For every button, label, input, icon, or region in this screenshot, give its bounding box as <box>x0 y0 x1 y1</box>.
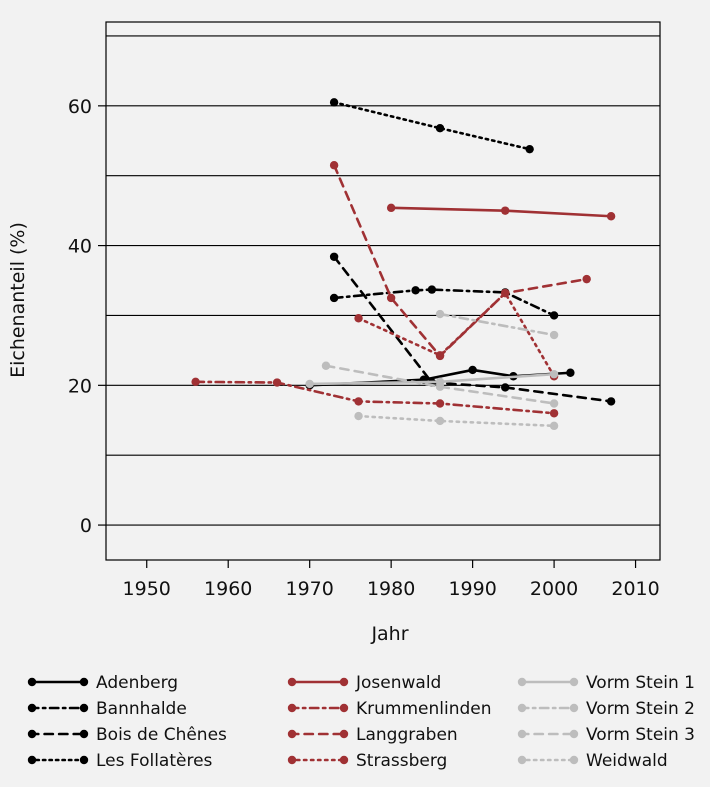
data-point <box>436 417 444 425</box>
y-tick-label: 60 <box>67 95 92 118</box>
legend-marker <box>80 678 88 686</box>
legend-label: Les Follatères <box>96 751 213 771</box>
data-point <box>436 124 444 132</box>
data-point <box>411 286 419 294</box>
legend-marker <box>28 730 36 738</box>
legend-marker <box>28 756 36 764</box>
y-axis-title: Eichenanteil (%) <box>7 222 29 378</box>
data-point <box>566 369 574 377</box>
legend-marker <box>288 678 296 686</box>
legend-marker <box>570 704 578 712</box>
legend-label: Langgraben <box>356 725 458 745</box>
legend-marker <box>340 756 348 764</box>
legend-marker <box>518 704 526 712</box>
legend-label: Krummenlinden <box>356 699 492 719</box>
data-point <box>322 362 330 370</box>
legend-label: Bois de Chênes <box>96 725 227 745</box>
legend-label: Weidwald <box>586 751 668 771</box>
data-point <box>428 285 436 293</box>
legend-marker <box>80 730 88 738</box>
legend-marker <box>288 730 296 738</box>
data-point <box>330 253 338 261</box>
data-point <box>550 422 558 430</box>
legend-marker <box>518 730 526 738</box>
data-point <box>387 204 395 212</box>
legend-label: Vorm Stein 1 <box>586 673 695 693</box>
data-point <box>330 98 338 106</box>
legend-label: Vorm Stein 3 <box>586 725 695 745</box>
data-point <box>525 145 533 153</box>
x-tick-label: 1970 <box>285 578 334 600</box>
data-point <box>550 409 558 417</box>
x-axis-title: Jahr <box>371 623 409 645</box>
legend-marker <box>570 678 578 686</box>
data-point <box>550 311 558 319</box>
x-tick-label: 1960 <box>204 578 253 600</box>
data-point <box>501 383 509 391</box>
legend-marker <box>80 704 88 712</box>
legend-marker <box>518 678 526 686</box>
legend-marker <box>28 678 36 686</box>
y-tick-label: 0 <box>79 515 92 538</box>
y-tick-label: 20 <box>67 375 92 398</box>
legend-marker <box>570 756 578 764</box>
data-point <box>607 212 615 220</box>
plot-frame <box>106 22 660 560</box>
data-point <box>550 331 558 339</box>
x-tick-label: 2010 <box>611 578 660 600</box>
legend-marker <box>288 756 296 764</box>
data-point <box>501 206 509 214</box>
legend-marker <box>80 756 88 764</box>
x-tick-label: 1980 <box>366 578 416 600</box>
plot-area <box>106 22 660 560</box>
x-tick-label: 2000 <box>529 578 579 600</box>
legend-label: Vorm Stein 2 <box>586 699 695 719</box>
data-point <box>468 366 476 374</box>
data-point <box>607 397 615 405</box>
data-point <box>191 378 199 386</box>
legend-marker <box>340 704 348 712</box>
data-point <box>550 399 558 407</box>
data-point <box>387 294 395 302</box>
legend-marker <box>340 678 348 686</box>
data-point <box>273 378 281 386</box>
x-tick-label: 1990 <box>448 578 497 600</box>
data-point <box>550 370 558 378</box>
data-point <box>436 383 444 391</box>
data-point <box>354 397 362 405</box>
legend-label: Strassberg <box>356 751 448 771</box>
legend-label: Josenwald <box>356 673 442 693</box>
data-point <box>330 294 338 302</box>
data-point <box>436 399 444 407</box>
data-point <box>582 275 590 283</box>
data-point <box>354 314 362 322</box>
y-tick-label: 40 <box>67 235 92 258</box>
legend-marker <box>340 730 348 738</box>
legend-marker <box>518 756 526 764</box>
data-point <box>330 161 338 169</box>
legend-label: Adenberg <box>96 673 179 693</box>
data-point <box>305 380 313 388</box>
legend-label: Bannhalde <box>96 699 187 719</box>
data-point <box>354 412 362 420</box>
data-point <box>501 289 509 297</box>
x-tick-label: 1950 <box>122 578 171 600</box>
data-point <box>436 351 444 359</box>
legend-marker <box>288 704 296 712</box>
data-point <box>436 310 444 318</box>
legend-marker <box>570 730 578 738</box>
legend-marker <box>28 704 36 712</box>
